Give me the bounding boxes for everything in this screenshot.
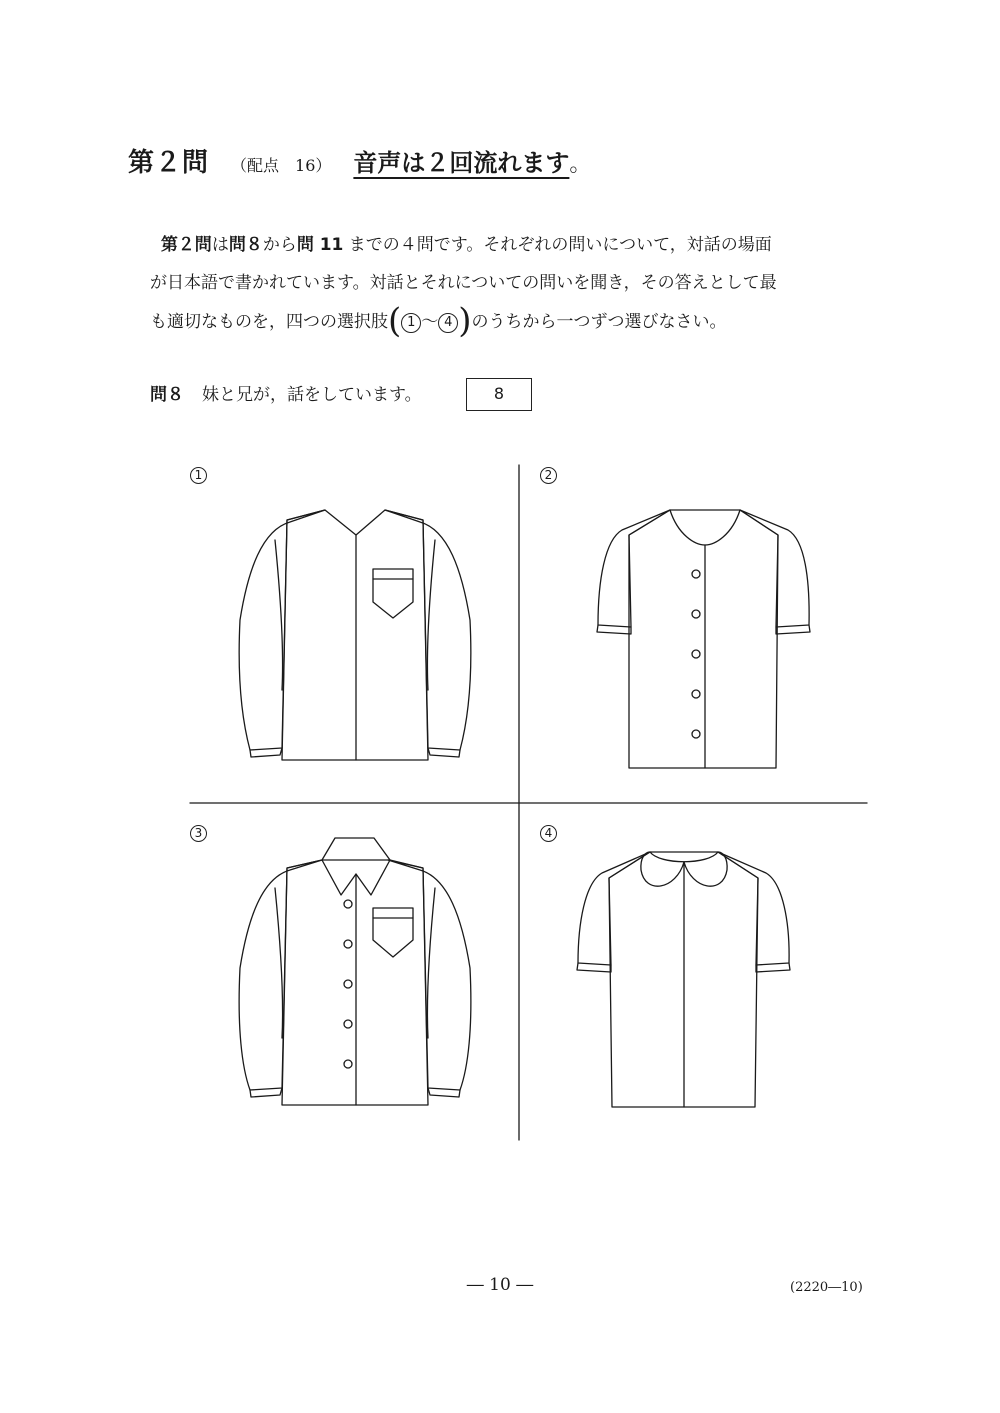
circled-4: 4 <box>438 313 458 333</box>
option-2-blouse-image[interactable] <box>597 510 810 768</box>
option-number-1[interactable]: 1 <box>190 467 207 484</box>
question-label: 問８ <box>150 385 184 405</box>
tilde: ～ <box>421 312 439 332</box>
answer-box[interactable]: 8 <box>466 378 532 411</box>
option-number-3[interactable]: 3 <box>190 825 207 842</box>
option-number-2[interactable]: 2 <box>540 467 557 484</box>
option-3-shirt-image[interactable] <box>239 838 471 1105</box>
audio-notice-end: 。 <box>569 152 592 177</box>
open-paren: ( <box>388 301 402 341</box>
circled-1: 1 <box>401 313 421 333</box>
instructions-line-2: が日本語で書かれています。対話とそれについての問いを聞き，その答えとして最 <box>150 273 777 293</box>
page-number: ― 10 ― <box>466 1275 534 1295</box>
instr-line3-pre: も適切なものを，四つの選択肢 <box>150 312 388 332</box>
section-points: （配点 16） <box>231 156 332 175</box>
exam-code: (2220―10) <box>790 1280 863 1295</box>
audio-notice: 音声は２回流れます <box>353 149 570 177</box>
option-4-blouse-image[interactable] <box>577 852 790 1107</box>
instr-text-1: は <box>211 235 229 255</box>
section-number: 第２問 <box>128 148 210 178</box>
instr-bold-1: 第２問 <box>160 235 212 255</box>
option-1-shirt-image[interactable] <box>239 510 471 760</box>
instr-bold-2: 問８ <box>228 235 263 255</box>
instr-text-2: から <box>262 235 297 255</box>
instr-line3-post: のうちから一つずつ選びなさい。 <box>471 312 727 332</box>
question-text: 妹と兄が，話をしています。 <box>202 385 422 405</box>
option-number-4[interactable]: 4 <box>540 825 557 842</box>
close-paren: ) <box>458 301 472 341</box>
instr-bold-3: 問 11 <box>296 235 344 255</box>
instr-text-3: までの４問です。それぞれの問いについて，対話の場面 <box>343 235 772 255</box>
